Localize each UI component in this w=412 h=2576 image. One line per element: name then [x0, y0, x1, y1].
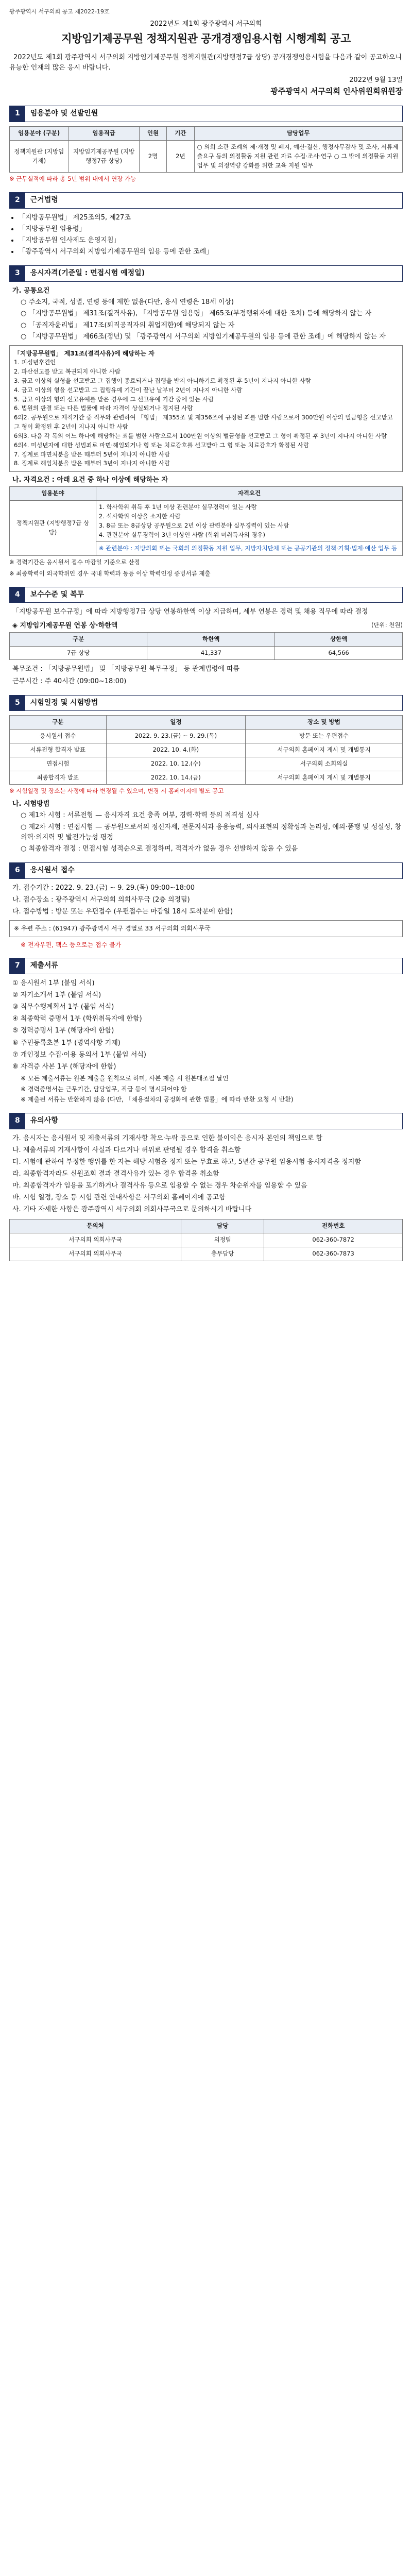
table-cell: 최종합격자 발표 [10, 771, 107, 785]
section-title: 보수수준 및 복무 [30, 590, 84, 599]
table-cell: 2022. 10. 14.(금) [106, 771, 245, 785]
table-cell: 64,566 [275, 646, 403, 660]
table-row [10, 1247, 403, 1261]
pay-table-title: ◈ 지방임기제공무원 연봉 상·하한액 [12, 621, 118, 630]
section-recruit-header [9, 106, 403, 122]
list-item: 마. 최종합격자가 임용을 포기하거나 결격사유 등으로 임용할 수 없는 경우 차순위자를 임용할 수 있음 [12, 1182, 307, 1190]
table-header: 임용직급 [68, 127, 139, 141]
list-item: 6의4. 미성년자에 대한 성범죄로 파면·해임되거나 형 또는 치료감호를 선고받아 그 형 또는 치료감호가 확정된 사람 [14, 441, 310, 449]
list-item: 6의3. 다음 각 목의 어느 하나에 해당하는 죄를 범한 사람으로서 100만원 이상의 벌금형을 선고받고 그 형이 확정된 후 3년이 지나지 아니한 사람 [14, 432, 387, 439]
qual-common-title: 가. 공통요건 [12, 287, 50, 295]
list-item: 가. 응시자는 응시원서 및 제출서류의 기재사항 착오·누락 등으로 인한 불이익은 응시자 본인의 책임으로 함 [12, 1134, 322, 1142]
table-cell: 7급 상당 [10, 646, 147, 660]
apply-address: ※ 우편 주소 : (61947) 광주광역시 서구 경열로 33 서구의회 의회사무국 [9, 920, 403, 937]
table-cell: 서구의회 소회의실 [246, 757, 403, 771]
table-row [10, 757, 403, 771]
table-row [10, 140, 403, 172]
list-item: 나. 제출서류의 기재사항이 사실과 다르거나 허위로 판명될 경우 합격을 취소함 [12, 1146, 241, 1154]
table-row [10, 743, 403, 757]
section-number: 8 [10, 1113, 25, 1129]
requirement-item: 3. 8급 또는 8급상당 공무원으로 2년 이상 관련분야 실무경력이 있는 사람 [98, 521, 289, 529]
table-header: 전화번호 [264, 1219, 403, 1233]
pay-table [9, 632, 403, 660]
list-item: • 「광주광역시 서구의회 지방임기제공무원의 임용 등에 관한 조례」 [19, 247, 403, 257]
list-item: 3. 금고 이상의 실형을 선고받고 그 집행이 종료되거나 집행을 받지 아니하기로 확정된 후 5년이 지나지 아니한 사람 [14, 377, 311, 385]
table-header: 담당업무 [194, 127, 402, 141]
section-title: 제출서류 [30, 961, 58, 970]
section-title: 근거법령 [30, 196, 58, 205]
section-number: 5 [10, 696, 25, 711]
announcement-page [0, 0, 412, 1277]
list-item: ③ 직무수행계획서 1부 (붙임 서식) [12, 1003, 114, 1011]
list-item: ○ 「지방공무원법」 제66조(정년) 및 「광주광역시 서구의회 지방임기제공무원의 임용 등에 관한 조례」에 해당하지 않는 자 [21, 332, 386, 341]
disqualification-box [9, 345, 403, 472]
contact-phone: 062-360-7873 [264, 1247, 403, 1261]
table-header: 하한액 [147, 632, 275, 646]
pay-description: 「지방공무원 보수규정」에 따라 지방행정7급 상당 연봉하한액 이상 지급하며, 세부 연봉은 경력 및 채용 직무에 따라 결정 [12, 608, 368, 616]
announcement-date: 2022년 9월 13일 [349, 76, 403, 84]
list-item: 6. 법원의 판결 또는 다른 법률에 따라 자격이 상실되거나 정지된 사람 [14, 404, 193, 412]
announcement-subtitle: 2022년도 제1회 광주광역시 서구의회 [150, 20, 262, 28]
list-item: 8. 징계로 해임처분을 받은 때부터 3년이 지나지 아니한 사람 [14, 460, 170, 467]
table-cell: 서구의회 의회사무국 [10, 1247, 181, 1261]
recruit-note: ※ 근무실적에 따라 총 5년 범위 내에서 연장 가능 [9, 175, 136, 183]
announcement-number: 광주광역시 서구의회 공고 제2022-19호 [9, 8, 110, 15]
list-item: ⑤ 경력증명서 1부 (해당자에 한함) [12, 1027, 114, 1035]
table-cell: 서구의회 홈페이지 게시 및 개별통지 [246, 771, 403, 785]
table-cell: 서구의회 의회사무국 [10, 1233, 181, 1247]
list-item: ○ 주소지, 국적, 성별, 연령 등에 제한 없음(다만, 응시 연령은 18세 이상) [21, 298, 234, 307]
table-header: 자격요건 [96, 487, 402, 501]
list-item: ○ 최종합격자 결정 : 면접시험 성적순으로 결정하며, 적격자가 없을 경우 선발하지 않을 수 있음 [21, 844, 298, 853]
list-item: 6의2. 공무원으로 재직기간 중 직무와 관련하여 「형법」 제355조 및 제356조에 규정된 죄를 범한 사람으로서 300만원 이상의 벌금형을 선고받고 그 형이 확정된 후 2년이 지나지 아니한 사람 [14, 414, 393, 431]
list-item: ○ 「지방공무원법」 제31조(결격사유), 「지방공무원 임용령」 제65조(부정행위자에 대한 조치) 등에 해당하지 않는 자 [21, 310, 372, 318]
recruit-table [9, 126, 403, 173]
list-item: ⑥ 주민등록초본 1부 (병역사항 기재) [12, 1039, 121, 1047]
docs-note: ※ 모든 제출서류는 원본 제출을 원칙으로 하며, 사본 제출 시 원본대조필 날인 [21, 1075, 229, 1082]
list-item: • 「지방공무원 인사제도 운영지침」 [19, 235, 403, 246]
qual-note: ※ 경력기간은 응시원서 접수 마감일 기준으로 산정 [9, 558, 140, 566]
table-header: 임용분야 (구분) [10, 127, 68, 141]
contact-table [9, 1219, 403, 1261]
table-cell: 2년 [167, 140, 194, 172]
table-cell: 2022. 10. 4.(화) [106, 743, 245, 757]
list-item: 7. 징계로 파면처분을 받은 때부터 5년이 지나지 아니한 사람 [14, 450, 170, 458]
qual-note: ※ 최종학력이 외국학위인 경우 국내 학력과 동등 이상 학력인정 증빙서류 제출 [9, 569, 211, 577]
table-cell [96, 501, 402, 542]
requirement-item: 1. 학사학위 취득 후 1년 이상 관련분야 실무경력이 있는 사람 [98, 503, 257, 511]
requirement-item: 4. 관련분야 실무경력이 3년 이상인 사람 (학위 미취득자의 경우) [98, 531, 265, 538]
table-cell: 지방임기제공무원 (지방행정7급 상당) [68, 140, 139, 172]
table-row [10, 646, 403, 660]
table-cell: 정책지원관 (지방행정7급 상당) [10, 501, 96, 556]
list-item: ○ 「공직자윤리법」 제17조(퇴직공직자의 취업제한)에 해당되지 않는 자 [21, 321, 235, 329]
table-cell: 2022. 10. 12.(수) [106, 757, 245, 771]
section-title: 시험일정 및 시험방법 [30, 698, 98, 707]
contact-phone: 062-360-7872 [264, 1233, 403, 1247]
list-item: 1. 피성년후견인 [14, 359, 56, 366]
section-apply-header [9, 862, 403, 879]
qualification-table [9, 486, 403, 556]
table-cell: 서류전형 합격자 발표 [10, 743, 107, 757]
table-cell: 방문 또는 우편접수 [246, 730, 403, 743]
table-row [10, 771, 403, 785]
section-qual-header [9, 265, 403, 282]
list-item: 다. 접수방법 : 방문 또는 우편접수 (우편접수는 마감일 18시 도착분에 한함) [12, 907, 233, 916]
list-item: 가. 접수기간 : 2022. 9. 23.(금) ~ 9. 29.(목) 09:00~18:00 [12, 884, 195, 892]
disqualification-title: 「지방공무원법」 제31조(결격사유)에 해당하는 자 [14, 349, 154, 357]
table-cell: 응시원서 접수 [10, 730, 107, 743]
table-cell: 서구의회 홈페이지 게시 및 개별통지 [246, 743, 403, 757]
section-title: 유의사항 [30, 1116, 58, 1125]
section-number: 1 [10, 106, 25, 122]
docs-note: ※ 경력증명서는 근무기간, 담당업무, 직급 등이 명시되어야 함 [21, 1085, 187, 1093]
section-title: 응시원서 접수 [30, 866, 75, 874]
list-item: ④ 최종학력 증명서 1부 (학위취득자에 한함) [12, 1015, 142, 1023]
table-header: 문의처 [10, 1219, 181, 1233]
list-item: 사. 기타 자세한 사항은 광주광역시 서구의회 의회사무국으로 문의하시기 바랍니다 [12, 1206, 252, 1214]
list-item: 바. 시험 일정, 장소 등 시험 관련 안내사항은 서구의회 홈페이지에 공고함 [12, 1194, 226, 1202]
schedule-table [9, 715, 403, 785]
table-cell: ※ 관련분야 : 지방의회 또는 국회의 의정활동 지원 업무, 지방자치단체 또는 공공기관의 정책·기획·법제·예산 업무 등 [96, 542, 402, 556]
list-item: 나. 접수장소 : 광주광역시 서구의회 의회사무국 (2층 의정팀) [12, 895, 190, 904]
table-cell: 의정팀 [181, 1233, 264, 1247]
announcement-title: 지방임기제공무원 정책지원관 공개경쟁임용시험 시행계획 공고 [61, 32, 351, 45]
section-pay-header [9, 587, 403, 603]
table-row [10, 501, 403, 542]
table-cell: ○ 의회 소관 조례의 제·개정 및 폐지, 예산·결산, 행정사무감사 및 조사, 서류제출요구 등의 의정활동 지원 관련 자료 수집·조사·연구 ○ 그 밖에 의정활동 지원 업무 및 의정역량 강화를 위한 교육 지원 업무 [194, 140, 402, 172]
list-item: 4. 금고 이상의 형을 선고받고 그 집행유예 기간이 끝난 날부터 2년이 지나지 아니한 사람 [14, 386, 243, 394]
table-cell: 41,337 [147, 646, 275, 660]
table-header: 구분 [10, 632, 147, 646]
table-header: 임용분야 [10, 487, 96, 501]
table-cell: 총무담당 [181, 1247, 264, 1261]
pay-work-hours: 근무시간 : 주 40시간 (09:00~18:00) [12, 677, 127, 685]
announcement-org: 광주광역시 서구의회 인사위원회위원장 [270, 87, 403, 96]
section-number: 2 [10, 193, 25, 208]
requirement-item: 2. 석사학위 이상을 소지한 사람 [98, 512, 181, 520]
laws-list [9, 213, 403, 258]
list-item: ⑦ 개인정보 수집·이용 동의서 1부 (붙임 서식) [12, 1050, 146, 1059]
table-header: 구분 [10, 716, 107, 730]
list-item: ⑧ 자격증 사본 1부 (해당자에 한함) [12, 1062, 116, 1071]
section-number: 7 [10, 958, 25, 974]
list-item: 다. 시험에 관하여 부정한 행위를 한 자는 해당 시험을 정지 또는 무효로 하고, 5년간 공무원 임용시험 응시자격을 정지함 [12, 1158, 362, 1166]
list-item: ① 응시원서 1부 (붙임 서식) [12, 979, 95, 987]
list-item: 2. 파산선고를 받고 복권되지 아니한 사람 [14, 368, 121, 376]
section-title: 응시자격(기준일 : 면접시험 예정일) [30, 269, 145, 278]
table-cell: 정책지원관 (지방임기제) [10, 140, 68, 172]
list-item: 라. 최종합격자라도 신원조회 결과 결격사유가 있는 경우 합격을 취소함 [12, 1170, 219, 1178]
section-docs-header [9, 958, 403, 974]
list-item: ② 자기소개서 1부 (붙임 서식) [12, 991, 101, 999]
table-row [10, 1233, 403, 1247]
section-number: 6 [10, 863, 25, 878]
section-laws-header [9, 192, 403, 209]
list-item: 5. 금고 이상의 형의 선고유예를 받은 경우에 그 선고유예 기간 중에 있는 사람 [14, 395, 214, 403]
table-row [10, 730, 403, 743]
section-number: 4 [10, 587, 25, 603]
pay-duty-conditions: 복무조건 : 「지방공무원법」 및 「지방공무원 복무규정」 등 관계법령에 따름 [12, 665, 240, 673]
list-item: • 「지방공무원법」 제25조의5, 제27조 [19, 213, 403, 223]
table-header: 일정 [106, 716, 245, 730]
apply-note: ※ 전자우편, 팩스 등으로는 접수 불가 [21, 941, 122, 948]
section-schedule-header [9, 695, 403, 711]
list-item: • 「지방공무원 임용령」 [19, 224, 403, 234]
table-header: 상한액 [275, 632, 403, 646]
list-item: ○ 제1차 시험 : 서류전형 — 응시자격 요건 충족 여부, 경력·학력 등의 적격성 심사 [21, 811, 260, 820]
table-header: 인원 [139, 127, 166, 141]
qual-special-title: 나. 자격요건 : 아래 요건 중 하나 이상에 해당하는 자 [12, 476, 168, 484]
list-item: ○ 제2차 시험 : 면접시험 — 공무원으로서의 정신자세, 전문지식과 응용능력, 의사표현의 정확성과 논리성, 예의·품행 및 성실성, 창의력·의지력 및 발전가능성 평정 [21, 823, 402, 841]
section-caution-header [9, 1113, 403, 1129]
schedule-note: ※ 시험일정 및 장소는 사정에 따라 변경될 수 있으며, 변경 시 홈페이지에 별도 공고 [9, 787, 224, 795]
section-title: 임용분야 및 선발인원 [30, 109, 98, 118]
method-title: 나. 시험방법 [12, 800, 50, 808]
pay-table-unit: (단위: 천원) [371, 621, 403, 629]
announcement-intro: 2022년도 제1회 광주광역시 서구의회 지방임기제공무원 정책지원관(지방행정7급 상당) 공개경쟁임용시험을 다음과 같이 공고하오니 유능한 인재의 많은 응시 바랍니다. [9, 53, 402, 72]
docs-note: ※ 제출된 서류는 반환하지 않음 (다만, 「채용절차의 공정화에 관한 법률」에 따라 반환 요청 시 반환) [21, 1096, 294, 1104]
section-number: 3 [10, 266, 25, 281]
table-header: 기간 [167, 127, 194, 141]
table-cell: 면접시험 [10, 757, 107, 771]
table-header: 장소 및 방법 [246, 716, 403, 730]
table-header: 담당 [181, 1219, 264, 1233]
table-cell: 2022. 9. 23.(금) ~ 9. 29.(목) [106, 730, 245, 743]
table-cell: 2명 [139, 140, 166, 172]
